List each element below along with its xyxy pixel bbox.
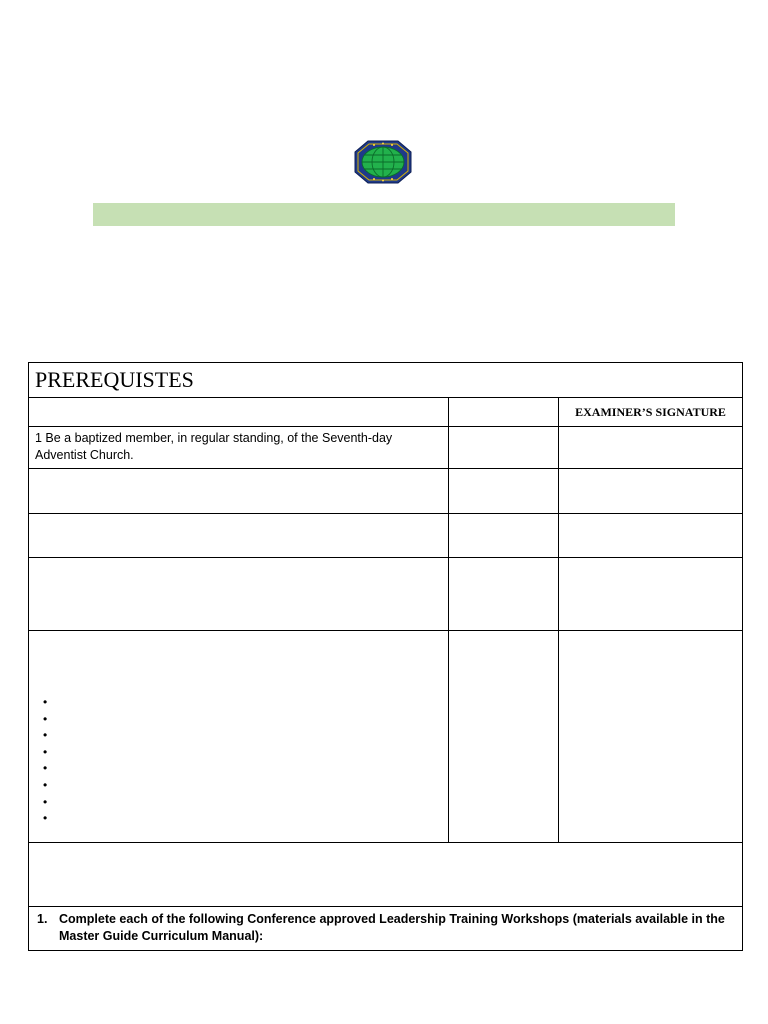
requirement-header-cell bbox=[29, 398, 449, 427]
signature-cell bbox=[559, 514, 743, 558]
date-cell bbox=[449, 469, 559, 514]
list-item bbox=[43, 777, 448, 794]
signature-cell bbox=[559, 469, 743, 514]
title-row bbox=[29, 363, 743, 398]
footer-row bbox=[29, 907, 743, 951]
globe-emblem-icon bbox=[354, 140, 412, 184]
prerequisites-table bbox=[28, 362, 743, 951]
footer-text: Complete each of the following Conference approved Leadership Training Workshops (materials available in the Master Guide Curriculum Manual): bbox=[59, 912, 725, 943]
list-item bbox=[43, 760, 448, 777]
requirement-cell bbox=[29, 469, 449, 514]
date-cell bbox=[449, 514, 559, 558]
blank-wide-cell bbox=[29, 843, 743, 907]
list-item bbox=[43, 794, 448, 811]
table-row bbox=[29, 514, 743, 558]
footer-cell bbox=[29, 907, 743, 951]
table-title: PREREQUISTES bbox=[29, 363, 743, 398]
footer-number: 1. bbox=[37, 912, 48, 926]
table-row bbox=[29, 558, 743, 631]
date-header-cell bbox=[449, 398, 559, 427]
table-row bbox=[29, 843, 743, 907]
date-cell bbox=[449, 558, 559, 631]
list-item bbox=[43, 694, 448, 711]
signature-cell bbox=[559, 558, 743, 631]
header-band bbox=[93, 203, 675, 226]
date-cell bbox=[449, 631, 559, 843]
header-row bbox=[29, 398, 743, 427]
bullet-list bbox=[29, 694, 448, 827]
signature-cell bbox=[559, 631, 743, 843]
signature-header-cell: EXAMINER’S SIGNATURE bbox=[559, 398, 743, 427]
date-cell bbox=[449, 427, 559, 469]
list-item bbox=[43, 727, 448, 744]
list-item bbox=[43, 744, 448, 761]
table-row bbox=[29, 631, 743, 843]
requirement-cell: 1 Be a baptized member, in regular standing, of the Seventh-day Adventist Church. bbox=[29, 427, 449, 469]
requirement-cell bbox=[29, 558, 449, 631]
list-item bbox=[43, 810, 448, 827]
list-item bbox=[43, 711, 448, 728]
signature-cell bbox=[559, 427, 743, 469]
table-row bbox=[29, 427, 743, 469]
table-row bbox=[29, 469, 743, 514]
requirement-cell bbox=[29, 514, 449, 558]
requirement-cell bbox=[29, 631, 449, 843]
